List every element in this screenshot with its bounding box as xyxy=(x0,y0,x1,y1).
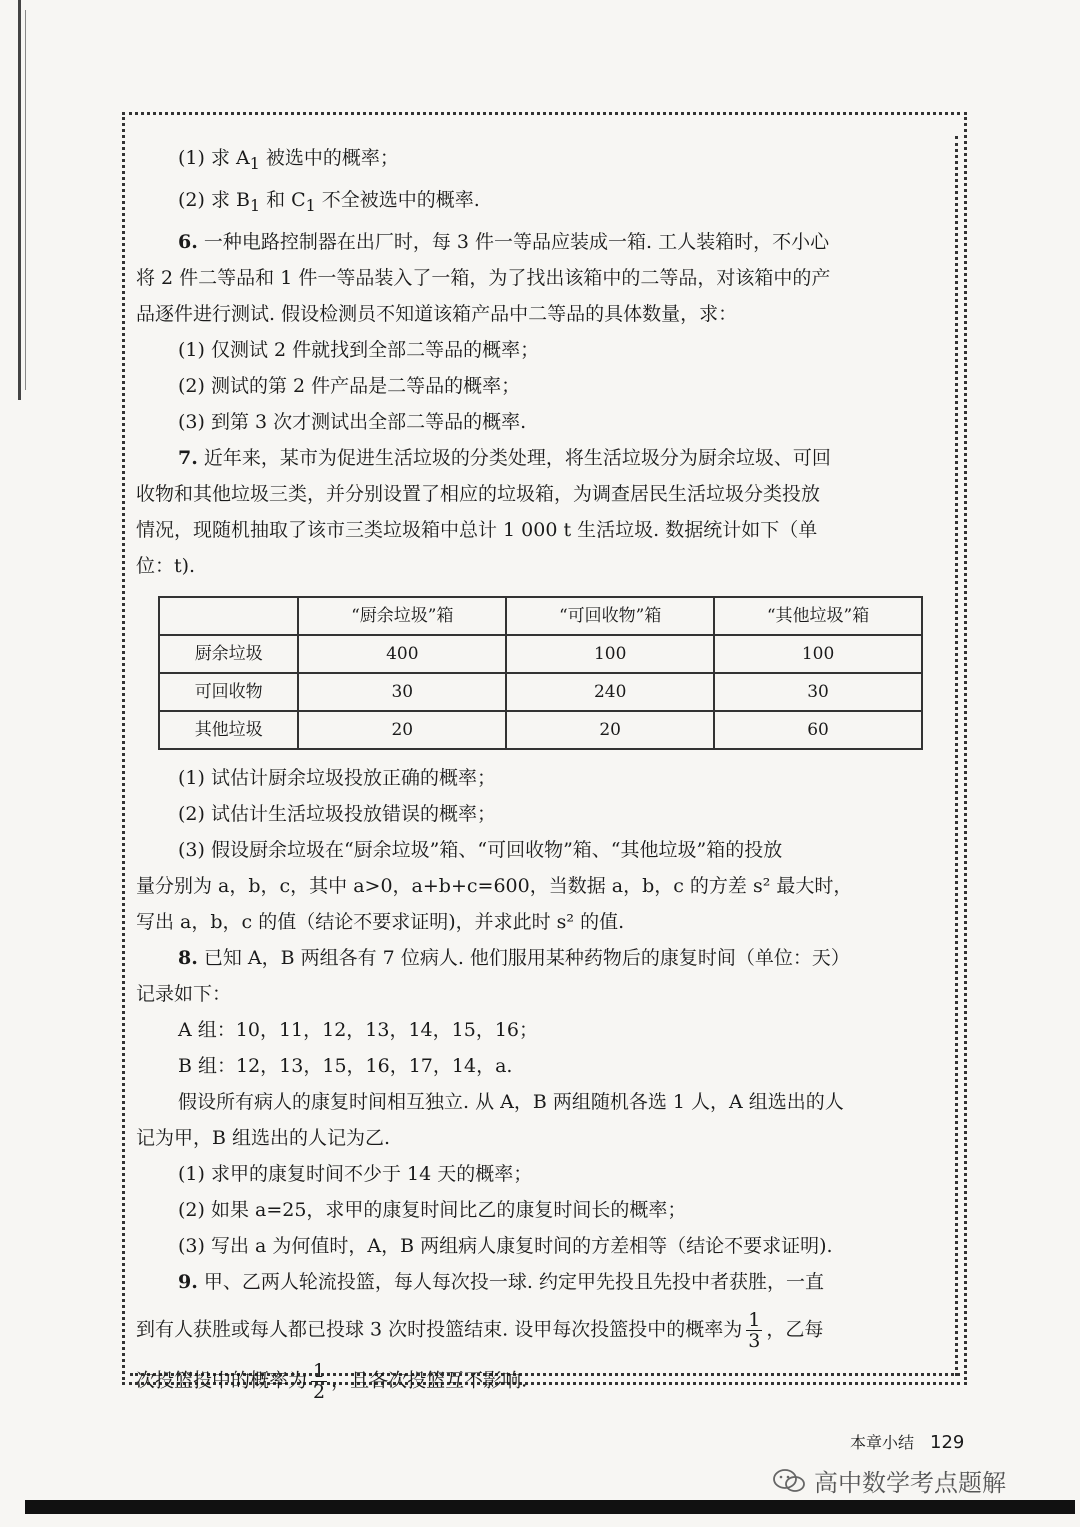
table-cell: 其他垃圾 xyxy=(159,711,298,749)
q8-sub3: (3) 写出 a 为何值时，A，B 两组病人康复时间的方差相等（结论不要求证明). xyxy=(178,1234,833,1257)
q8-group-b: B 组：12，13，15，16，17，14，a. xyxy=(178,1054,513,1077)
table-cell: 30 xyxy=(298,673,506,711)
dotted-frame-inner-right xyxy=(955,136,958,1376)
table-cell: 400 xyxy=(298,635,506,673)
table-cell: 60 xyxy=(714,711,922,749)
q6-text: 6. 一种电路控制器在出厂时，每 3 件一等品应装成一箱. 工人装箱时，不小心 xyxy=(178,230,830,253)
q6-sub3: (3) 到第 3 次才测试出全部二等品的概率. xyxy=(178,410,527,433)
q6-text-2: 将 2 件二等品和 1 件一等品装入了一箱，为了找出该箱中的二等品，对该箱中的产 xyxy=(136,266,831,289)
garbage-table xyxy=(158,596,923,750)
table-cell: 20 xyxy=(298,711,506,749)
q7-text-4: 位：t). xyxy=(136,554,196,577)
fraction-one-third: $\frac{1}{3}$ xyxy=(748,1308,761,1352)
q9-text-2: 到有人获胜或每人都已投球 3 次时投篮结束. 设甲每次投篮投中的概率为 $\frac{1}{3}$ ，乙每 xyxy=(136,1308,824,1352)
table-row xyxy=(159,711,922,749)
table-row xyxy=(159,635,922,673)
table-header-cell xyxy=(159,597,298,635)
page-content xyxy=(136,140,944,1402)
q5-sub1: (1) 求 $A_1$ 被选中的概率； xyxy=(178,147,399,173)
fraction-one-half: $\frac{1}{2}$ xyxy=(313,1359,326,1403)
table-row xyxy=(159,673,922,711)
table-cell: 30 xyxy=(714,673,922,711)
q7-sub2: (2) 试估计生活垃圾投放错误的概率； xyxy=(178,802,496,825)
q7-sub1: (1) 试估计厨余垃圾投放正确的概率； xyxy=(178,766,496,789)
q9-text-3: 次投篮投中的概率为 $\frac{1}{2}$ ，且各次投篮互不影响. xyxy=(136,1359,528,1403)
q7-text-2: 收物和其他垃圾三类，并分别设置了相应的垃圾箱，为调查居民生活垃圾分类投放 xyxy=(136,482,821,505)
q7-sub3: (3) 假设厨余垃圾在“厨余垃圾”箱、“可回收物”箱、“其他垃圾”箱的投放 xyxy=(178,838,783,861)
q8-text-3: 假设所有病人的康复时间相互独立. 从 A，B 两组随机各选 1 人，A 组选出的人 xyxy=(178,1090,844,1113)
wechat-icon xyxy=(772,1468,806,1494)
table-cell: 100 xyxy=(506,635,714,673)
watermark-text: 高中数学考点题解 xyxy=(814,1469,1006,1497)
page-footer xyxy=(850,1430,964,1453)
bottom-bar xyxy=(25,1500,1075,1514)
section-name: 本章小结 xyxy=(850,1433,915,1452)
q9-text: 9. 甲、乙两人轮流投篮，每人每次投一球. 约定甲先投且先投中者获胜，一直 xyxy=(178,1270,824,1293)
page-edge-line-thin xyxy=(25,10,26,390)
q8-text-2: 记录如下： xyxy=(136,982,232,1005)
q6-text-3: 品逐件进行测试. 假设检测员不知道该箱产品中二等品的具体数量，求： xyxy=(136,302,738,325)
q8-text: 8. 已知 A，B 两组各有 7 位病人. 他们服用某种药物后的康复时间（单位：天） xyxy=(178,946,850,969)
table-cell: 100 xyxy=(714,635,922,673)
table-cell: 240 xyxy=(506,673,714,711)
table-header-cell: “可回收物”箱 xyxy=(506,597,714,635)
q6-sub2: (2) 测试的第 2 件产品是二等品的概率； xyxy=(178,374,521,397)
q7-sub3-3: 写出 a，b，c 的值（结论不要求证明)，并求此时 s² 的值. xyxy=(136,910,625,933)
table-header-cell: “其他垃圾”箱 xyxy=(714,597,922,635)
q8-group-a: A 组：10，11，12，13，14，15，16； xyxy=(178,1018,538,1041)
q5-sub2: (2) 求 $B_1$ 和 $C_1$ 不全被选中的概率. xyxy=(178,188,480,215)
q7-text-3: 情况，现随机抽取了该市三类垃圾箱中总计 1 000 t 生活垃圾. 数据统计如下（单 xyxy=(136,518,818,541)
q7-text: 7. 近年来，某市为促进生活垃圾的分类处理，将生活垃圾分为厨余垃圾、可回 xyxy=(178,446,831,469)
table-header-cell: “厨余垃圾”箱 xyxy=(298,597,506,635)
watermark xyxy=(772,1463,1006,1498)
q8-text-4: 记为甲，B 组选出的人记为乙. xyxy=(136,1126,391,1149)
page-edge-line xyxy=(18,0,21,400)
table-cell: 20 xyxy=(506,711,714,749)
q8-sub1: (1) 求甲的康复时间不少于 14 天的概率； xyxy=(178,1162,533,1185)
table-header-row xyxy=(159,597,922,635)
table-cell: 可回收物 xyxy=(159,673,298,711)
table-cell: 厨余垃圾 xyxy=(159,635,298,673)
q6-sub1: (1) 仅测试 2 件就找到全部二等品的概率； xyxy=(178,338,540,361)
page-number: 129 xyxy=(930,1432,965,1453)
q8-sub2: (2) 如果 a=25，求甲的康复时间比乙的康复时间长的概率； xyxy=(178,1198,687,1221)
q7-sub3-2: 量分别为 a，b，c，其中 a>0，a+b+c=600，当数据 a，b，c 的方差 s² 最大时， xyxy=(136,874,853,897)
